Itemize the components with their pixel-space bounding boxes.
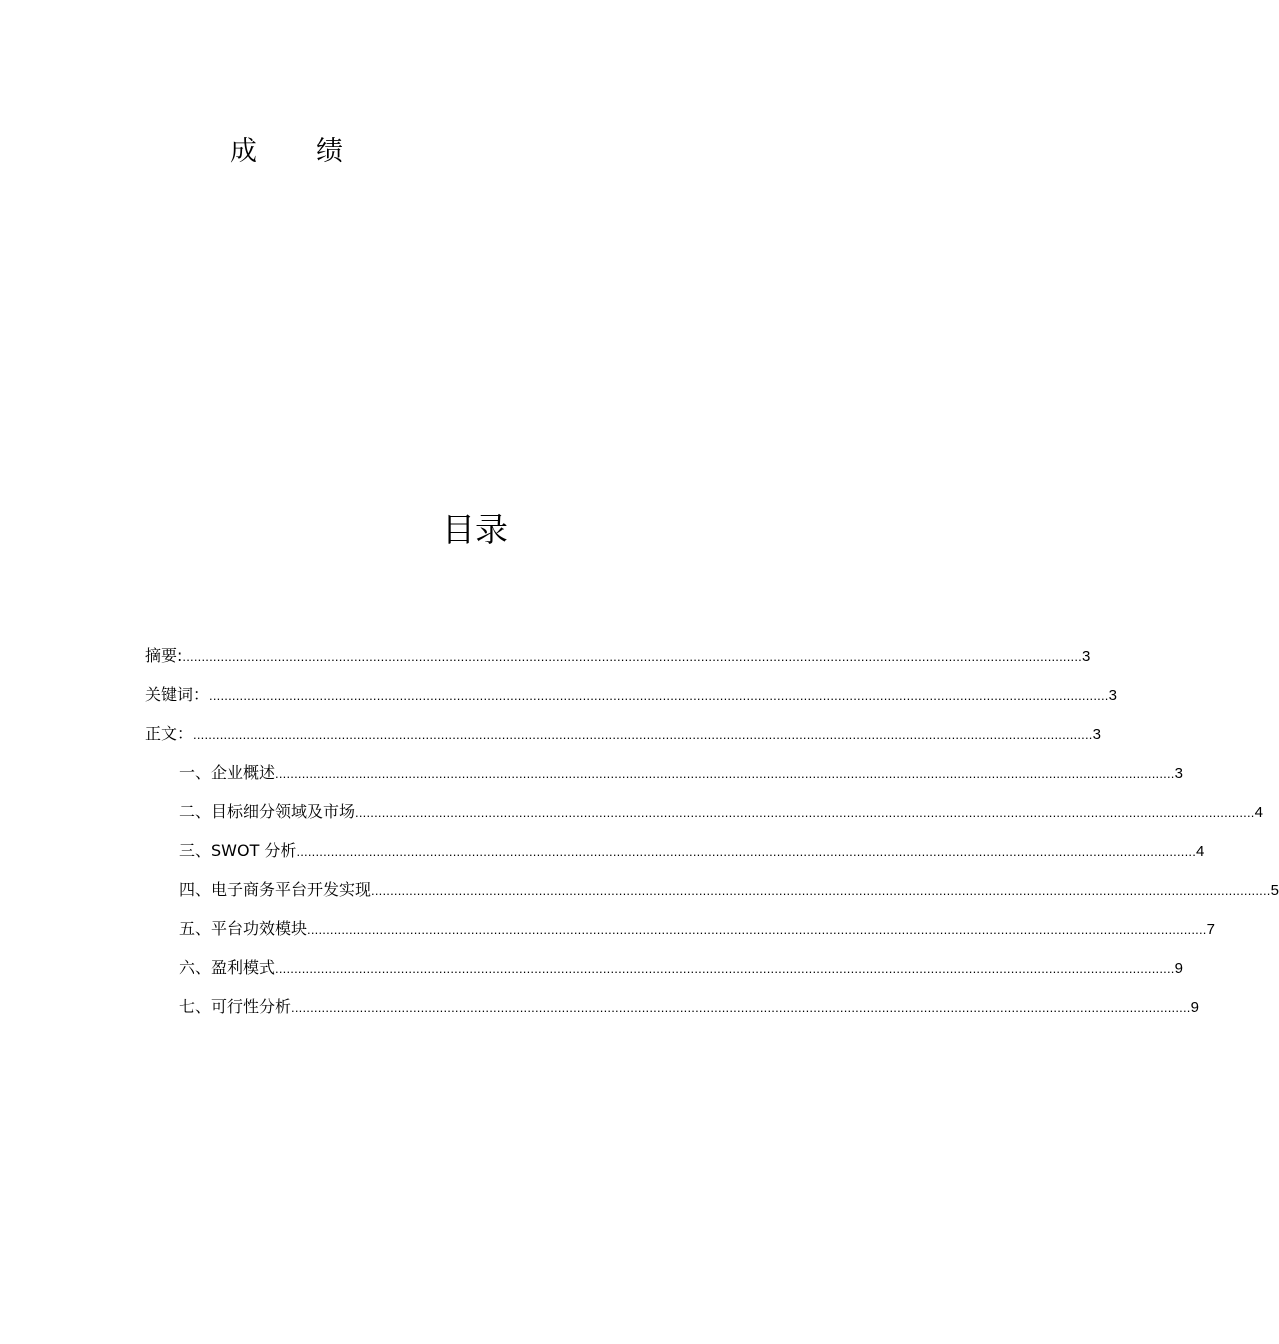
toc-page-number: 3 xyxy=(1092,726,1101,743)
toc-entry-label: 七、可行性分析 xyxy=(179,997,292,1016)
toc-entry-section-7[interactable] xyxy=(145,987,1199,1026)
toc-leader-dots: ............................................................................................................................................................................................................................................ xyxy=(275,961,1175,976)
toc-entry-section-3[interactable] xyxy=(145,831,1205,870)
toc-title: 目录 xyxy=(442,510,508,549)
toc-entry-section-5[interactable] xyxy=(145,909,1215,948)
toc-entry-label: 三、SWOT 分析 xyxy=(179,841,297,860)
toc-page-number: 4 xyxy=(1254,804,1263,821)
toc-entry-label: 二、目标细分领域及市场 xyxy=(179,802,356,821)
toc-page-number: 9 xyxy=(1174,960,1183,977)
toc-entry-label: 摘要: xyxy=(145,646,183,665)
toc-leader-dots: ............................................................................................................................................................................................................................................ xyxy=(355,805,1255,820)
toc-page-number: 4 xyxy=(1196,843,1205,860)
toc-entry-keywords[interactable] xyxy=(145,675,1117,714)
toc-leader-dots: ............................................................................................................................................................................................................................................ xyxy=(275,766,1175,781)
toc-leader-dots: ............................................................................................................................................................................................................................................ xyxy=(209,688,1109,703)
toc-page-number: 7 xyxy=(1206,921,1215,938)
toc-entry-label: 正文： xyxy=(145,724,194,743)
toc-entry-label: 关键词： xyxy=(145,685,210,704)
toc-leader-dots: ............................................................................................................................................................................................................................................ xyxy=(291,1000,1191,1015)
toc-entry-abstract[interactable] xyxy=(145,636,1091,675)
toc-leader-dots: ............................................................................................................................................................................................................................................ xyxy=(307,922,1207,937)
toc-leader-dots: ............................................................................................................................................................................................................................................ xyxy=(193,727,1093,742)
toc-page-number: 9 xyxy=(1190,999,1199,1016)
grade-heading-char-2: 绩 xyxy=(316,136,343,167)
grade-heading xyxy=(230,132,343,172)
toc-entry-label: 一、企业概述 xyxy=(179,763,276,782)
toc-entry-section-2[interactable] xyxy=(145,792,1263,831)
table-of-contents xyxy=(145,636,1279,1026)
toc-entry-section-1[interactable] xyxy=(145,753,1183,792)
toc-page-number: 3 xyxy=(1108,687,1117,704)
toc-entry-label: 六、盈利模式 xyxy=(179,958,276,977)
toc-page-number: 3 xyxy=(1174,765,1183,782)
grade-heading-char-1: 成 xyxy=(230,136,257,167)
toc-entry-section-6[interactable] xyxy=(145,948,1183,987)
toc-entry-label: 四、电子商务平台开发实现 xyxy=(179,880,372,899)
toc-entry-label: 五、平台功效模块 xyxy=(179,919,308,938)
toc-entry-section-4[interactable] xyxy=(145,870,1279,909)
toc-leader-dots: ............................................................................................................................................................................................................................................ xyxy=(371,883,1271,898)
toc-entry-body[interactable] xyxy=(145,714,1101,753)
toc-page-number: 3 xyxy=(1082,648,1091,665)
toc-leader-dots: ............................................................................................................................................................................................................................................ xyxy=(182,649,1082,664)
toc-leader-dots: ............................................................................................................................................................................................................................................ xyxy=(296,844,1197,859)
toc-page-number: 5 xyxy=(1270,882,1279,899)
